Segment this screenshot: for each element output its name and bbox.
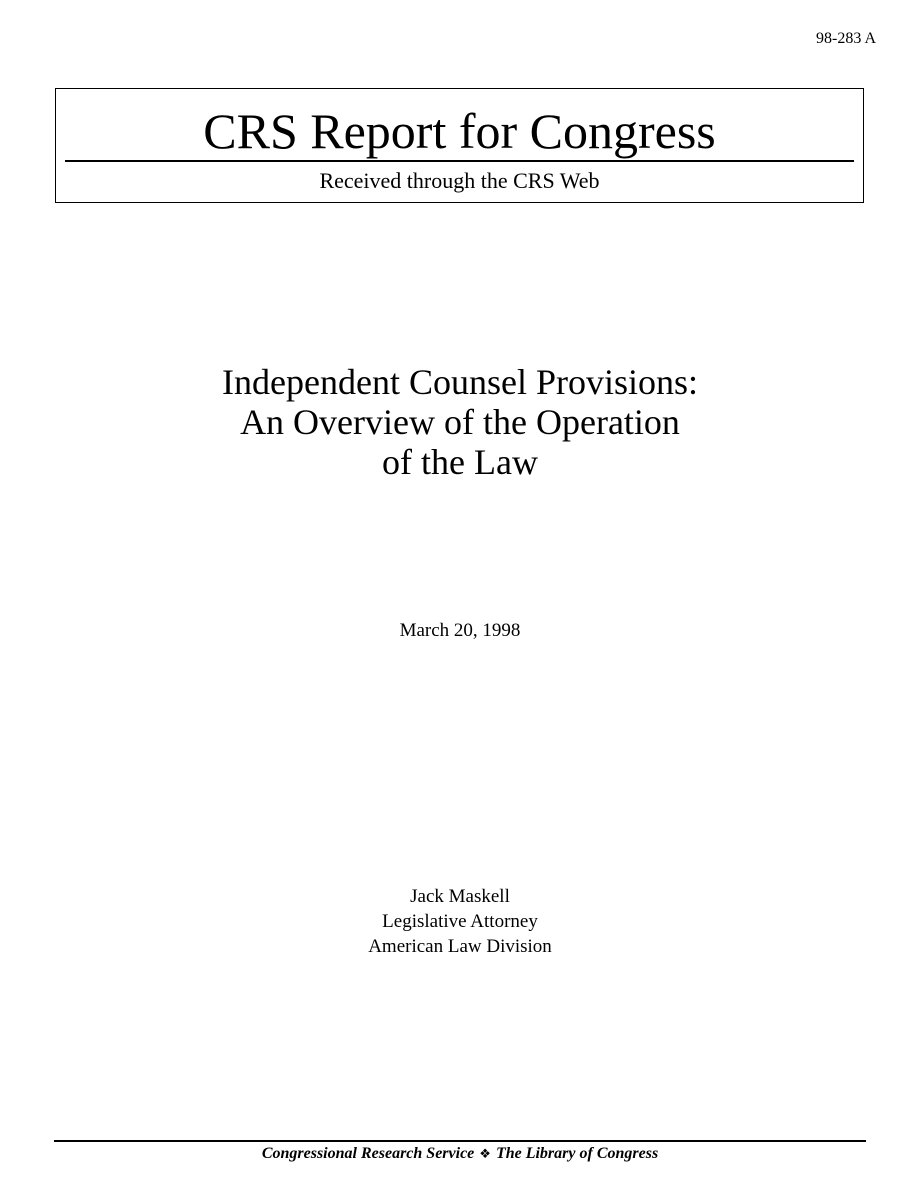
document-title [0,362,920,482]
document-date: March 20, 1998 [399,620,521,641]
diamond-separator-icon: ❖ [479,1147,491,1162]
document-title-line: of the Law [382,442,538,482]
footer [0,1144,920,1165]
footer-divider [54,1140,866,1142]
document-title-line: An Overview of the Operation [240,402,680,442]
author-block [0,884,920,959]
header-subtitle: Received through the CRS Web [319,168,600,193]
report-number: 98-283 A [816,30,876,47]
header-divider [65,160,854,162]
footer-library: The Library of Congress [495,1145,659,1162]
author-division: American Law Division [368,936,552,957]
report-header-box [55,88,864,203]
document-title-line: Independent Counsel Provisions: [222,362,698,402]
author-name: Jack Maskell [410,886,510,907]
author-position: Legislative Attorney [382,911,538,932]
header-title: CRS Report for Congress [203,103,716,159]
footer-organization: Congressional Research Service [261,1145,475,1162]
